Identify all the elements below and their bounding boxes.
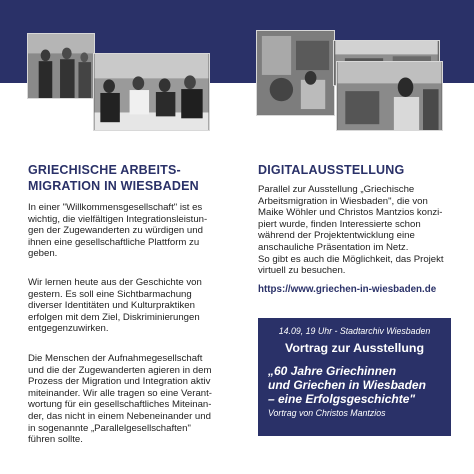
text-line: Parallel zur Ausstellung „Griechische <box>258 184 415 195</box>
text-line: wichtig, die vielfältigen Integrationsleistun- <box>28 213 208 225</box>
section-heading-digital: DIGITALAUSSTELLUNG <box>258 163 405 177</box>
text-line: miteinander. Wir alle tragen so eine Verant- <box>28 387 212 399</box>
text-line: Wir lernen heute aus der Geschichte von <box>28 277 202 288</box>
heading-line: GRIECHISCHE ARBEITS- <box>28 163 181 177</box>
text-line: Maike Wöhler und Christos Mantzios konzi- <box>258 207 443 219</box>
paragraph-digital <box>258 184 444 277</box>
text-line: entgegenzuwirken. <box>28 323 109 335</box>
paragraph-willkommen <box>28 202 207 260</box>
historic-photo-woman-factory <box>336 61 443 131</box>
text-line: erfolgen mit dem Ziel, Diskriminierungen <box>28 311 200 323</box>
text-line: gen der Zugewanderten zu würdigen und <box>28 225 203 237</box>
event-box <box>258 318 451 436</box>
text-line: wortung für ein gesellschaftliches Miteinan- <box>28 399 212 411</box>
text-line: in sogenannte „Parallelgesellschaften" <box>28 422 191 434</box>
text-line: geben. <box>28 248 58 260</box>
historic-photo-group-table <box>93 53 210 131</box>
historic-photo-factory <box>256 30 335 116</box>
section-heading-migration <box>28 162 199 194</box>
text-line: In einer "Willkommensgesellschaft" ist es <box>28 202 203 213</box>
text-line: diverser Identitäten und Kulturpraktiken <box>28 300 195 312</box>
website-link[interactable]: https://www.griechen-in-wiesbaden.de <box>258 284 437 295</box>
paragraph-geschichte <box>28 277 202 335</box>
text-line: Arbeitsmigration in Wiesbaden", die von <box>258 195 428 207</box>
heading-line: MIGRATION IN WIESBADEN <box>28 179 199 193</box>
text-line: der, das nicht in einem Nebeneinander und <box>28 410 211 422</box>
text-line: anschauliche Präsentation im Netz. <box>258 241 409 253</box>
text-line: und die der Zugewanderten agieren in dem <box>28 364 212 376</box>
event-title: Vortrag zur Ausstellung <box>284 341 425 355</box>
text-line: So gibt es auch die Möglichkeit, das Projekt <box>258 253 444 265</box>
text-line: führen sollte. <box>28 434 83 446</box>
text-line: Die Menschen der Aufnahmegesellschaft <box>28 353 203 364</box>
event-quote <box>268 364 441 406</box>
text-line: während der Projektentwicklung eine <box>258 230 415 242</box>
quote-line: – eine Erfolgsgeschichte" <box>268 392 416 406</box>
historic-photo-men-standing <box>27 33 95 99</box>
text-line: ihnen eine gesellschaftliche Plattform zu <box>28 236 200 248</box>
text-line: piert wurde, finden Interessierte schon <box>258 218 421 230</box>
text-line: Prozess der Migration und Integration aktiv <box>28 376 211 388</box>
event-speaker: Vortrag von Christos Mantzios <box>268 408 386 418</box>
paragraph-menschen <box>28 353 212 446</box>
quote-line: „60 Jahre Griechinnen <box>268 364 397 378</box>
text-line: virtuell zu besuchen. <box>258 265 346 277</box>
event-date-location: 14.09, 19 Uhr - Stadtarchiv Wiesbaden <box>278 326 431 336</box>
text-line: gestern. Es soll eine Sichtbarmachung <box>28 288 192 300</box>
quote-line: und Griechen in Wiesbaden <box>268 378 426 392</box>
